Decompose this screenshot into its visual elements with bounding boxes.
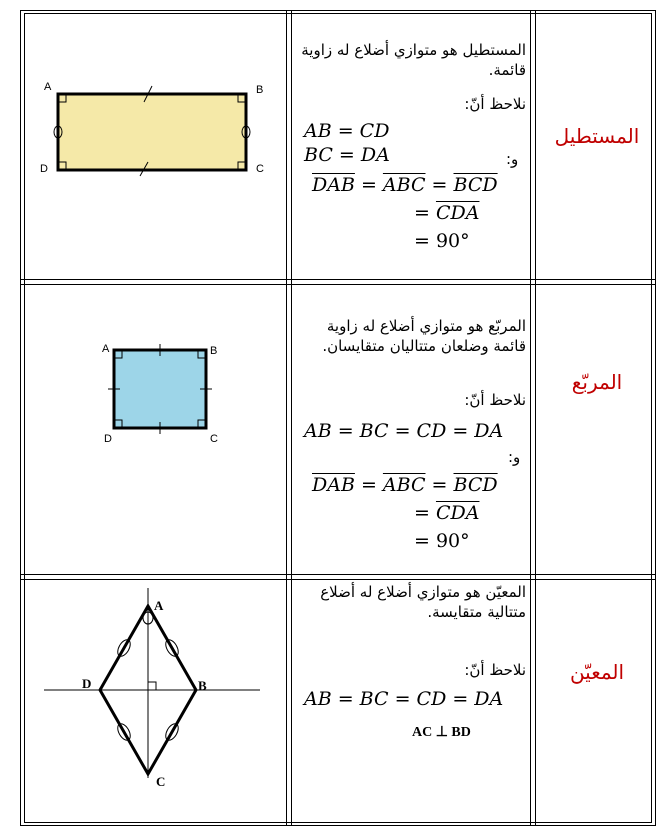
rectangle-definition: المستطيل هو متوازي أضلاع له زاوية قائمة. — [301, 41, 526, 79]
vertex-d: D — [104, 433, 112, 445]
row-divider — [20, 574, 656, 575]
rectangle-angle-cda: = $\overline{CDA}$ — [414, 202, 480, 224]
rhombus-perpendicular: AC ⊥ BD — [412, 725, 471, 740]
vertex-c: C — [256, 163, 264, 175]
row-divider — [20, 284, 656, 285]
column-divider — [286, 10, 287, 826]
angle-dab: $\overline{DAB}$ — [312, 474, 355, 496]
angle-abc: $\overline{ABC}$ — [382, 174, 426, 196]
square-angle-cda: = $\overline{CDA}$ — [414, 502, 480, 524]
square-note: نلاحظ أنّ: — [464, 391, 526, 409]
shape-name-square: المربّع — [571, 370, 623, 394]
rectangle-eq-ab-cd: AB = CD — [304, 120, 390, 142]
rectangle-figure — [30, 70, 280, 190]
square-eq-sides: AB = BC = CD = DA — [304, 420, 504, 442]
column-divider — [530, 10, 531, 826]
square-definition: المربّع هو متوازي أضلاع له زاوية قائمة وضلعان متتاليان متقايسان. — [322, 317, 526, 355]
square-figure — [90, 336, 230, 456]
vertex-d: D — [40, 163, 48, 175]
rhombus-note: نلاحظ أنّ: — [464, 661, 526, 679]
vertex-d: D — [82, 676, 92, 691]
vertex-c: C — [156, 774, 166, 789]
angle-dab: $\overline{DAB}$ — [312, 174, 355, 196]
square-angle-equality: $\overline{DAB} = \overline{ABC} = \overline{BCD}$ — [312, 474, 498, 496]
rhombus-definition: المعيّن هو متوازي أضلاع له أضلاع متتالية متقايسة. — [320, 583, 526, 621]
column-divider — [535, 10, 536, 826]
rectangle-eq-bc-da: BC = DA — [304, 144, 390, 166]
angle-bcd: $\overline{BCD}$ — [453, 474, 498, 496]
angle-value: 90° — [435, 530, 470, 552]
row-divider — [20, 279, 656, 280]
vertex-c: C — [210, 433, 218, 445]
column-divider — [291, 10, 292, 826]
vertex-a: A — [154, 598, 164, 613]
vertex-b: B — [256, 84, 264, 96]
shape-name-rhombus: المعيّن — [569, 660, 625, 684]
square-and: و: — [508, 448, 521, 466]
angle-abc: $\overline{ABC}$ — [382, 474, 426, 496]
rectangle-angle-equality: $\overline{DAB} = \overline{ABC} = \overline{BCD}$ — [312, 174, 498, 196]
vertex-b: B — [210, 345, 218, 357]
angle-cda: $\overline{CDA}$ — [435, 502, 480, 524]
rectangle-note: نلاحظ أنّ: — [464, 95, 526, 113]
angle-cda: $\overline{CDA}$ — [435, 202, 480, 224]
row-divider — [20, 579, 656, 580]
vertex-b: B — [198, 678, 207, 693]
rectangle-and: و: — [506, 150, 519, 168]
rectangle-angle-value: = 90° — [414, 230, 470, 252]
square-angle-value: = 90° — [414, 530, 470, 552]
vertex-a: A — [102, 343, 110, 355]
right-angle-mark — [148, 682, 156, 690]
vertex-a: A — [44, 81, 52, 93]
angle-bcd: $\overline{BCD}$ — [453, 174, 498, 196]
shape-name-rectangle: المستطيل — [554, 124, 640, 148]
rectangle-shape — [58, 94, 246, 170]
rhombus-figure — [40, 582, 280, 822]
angle-value: 90° — [435, 230, 470, 252]
square-shape — [114, 350, 206, 428]
rhombus-eq-sides: AB = BC = CD = DA — [304, 688, 504, 710]
